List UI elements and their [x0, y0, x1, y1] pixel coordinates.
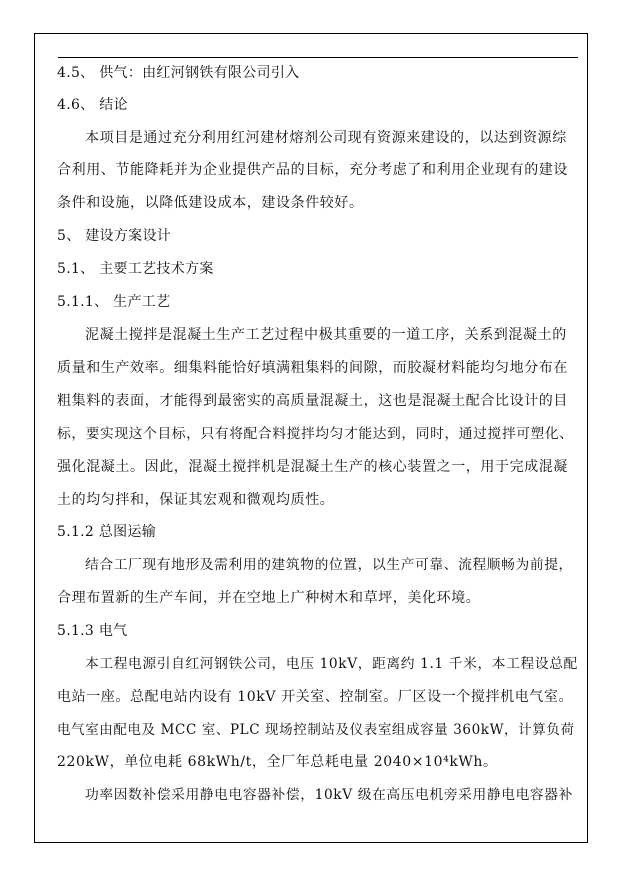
- paragraph-line: 强化混凝土。因此，混凝土搅拌机是混凝土生产的核心装置之一，用于完成混凝: [57, 459, 568, 475]
- paragraph-line: 标，要实现这个目标，只有将配合料搅拌均匀才能达到，同时，通过搅拌可塑化、: [57, 426, 574, 442]
- paragraph-line: 功率因数补偿采用静电电容器补偿，10kV 级在高压电机旁采用静电电容器补: [85, 787, 573, 803]
- paragraph-line: 质量和生产效率。细集料能恰好填满粗集料的间隙，而胶凝材料能均匀地分布在: [57, 360, 568, 376]
- paragraph-line: 结合工厂现有地形及需利用的建筑物的位置，以生产可靠、流程顺畅为前提，: [85, 557, 573, 573]
- heading-5: 5、 建设方案设计: [57, 228, 172, 244]
- paragraph-line: 合利用、节能降耗并为企业提供产品的目标，充分考虑了和利用企业现有的建设: [57, 162, 568, 178]
- paragraph-line: 本项目是通过充分利用红河建材熔剂公司现有资源来建设的，以达到资源综: [85, 130, 567, 146]
- paragraph-line: 合理布置新的生产车间，并在空地上广种树木和草坪，美化环境。: [57, 590, 481, 606]
- heading-4-5: 4.5、 供气：由红河钢铁有限公司引入: [57, 65, 300, 81]
- paragraph-line: 220kW，单位电耗 68kWh/t，全厂年总耗电量 2040×10⁴kWh。: [57, 754, 498, 770]
- paragraph-line: 本工程电源引自红河钢铁公司，电压 10kV，距离约 1.1 千米，本工程设总配: [85, 656, 578, 672]
- heading-5-1-2: 5.1.2 总图运输: [57, 524, 157, 540]
- heading-5-1: 5.1、 主要工艺技术方案: [57, 261, 214, 277]
- heading-4-6: 4.6、 结论: [57, 97, 128, 113]
- paragraph-line: 粗集料的表面，才能得到最密实的高质量混凝土，这也是混凝土配合比设计的目: [57, 393, 568, 409]
- heading-5-1-3: 5.1.3 电气: [57, 623, 128, 639]
- paragraph-line: 电站一座。总配电站内设有 10kV 开关室、控制室。厂区设一个搅拌机电气室。: [57, 689, 574, 705]
- paragraph-line: 电气室由配电及 MCC 室、PLC 现场控制站及仪表室组成容量 360kW，计算负荷: [57, 722, 575, 738]
- paragraph-line: 条件和设施，以降低建设成本，建设条件较好。: [57, 195, 364, 211]
- paragraph-line: 泥凝土搅拌是混凝土生产工艺过程中极其重要的一道工序，关系到混凝土的: [85, 327, 567, 343]
- paragraph-line: 土的均匀拌和，保证其宏观和微观均质性。: [57, 492, 335, 508]
- header-rule: [58, 57, 578, 58]
- heading-5-1-1: 5.1.1、 生产工艺: [57, 294, 171, 310]
